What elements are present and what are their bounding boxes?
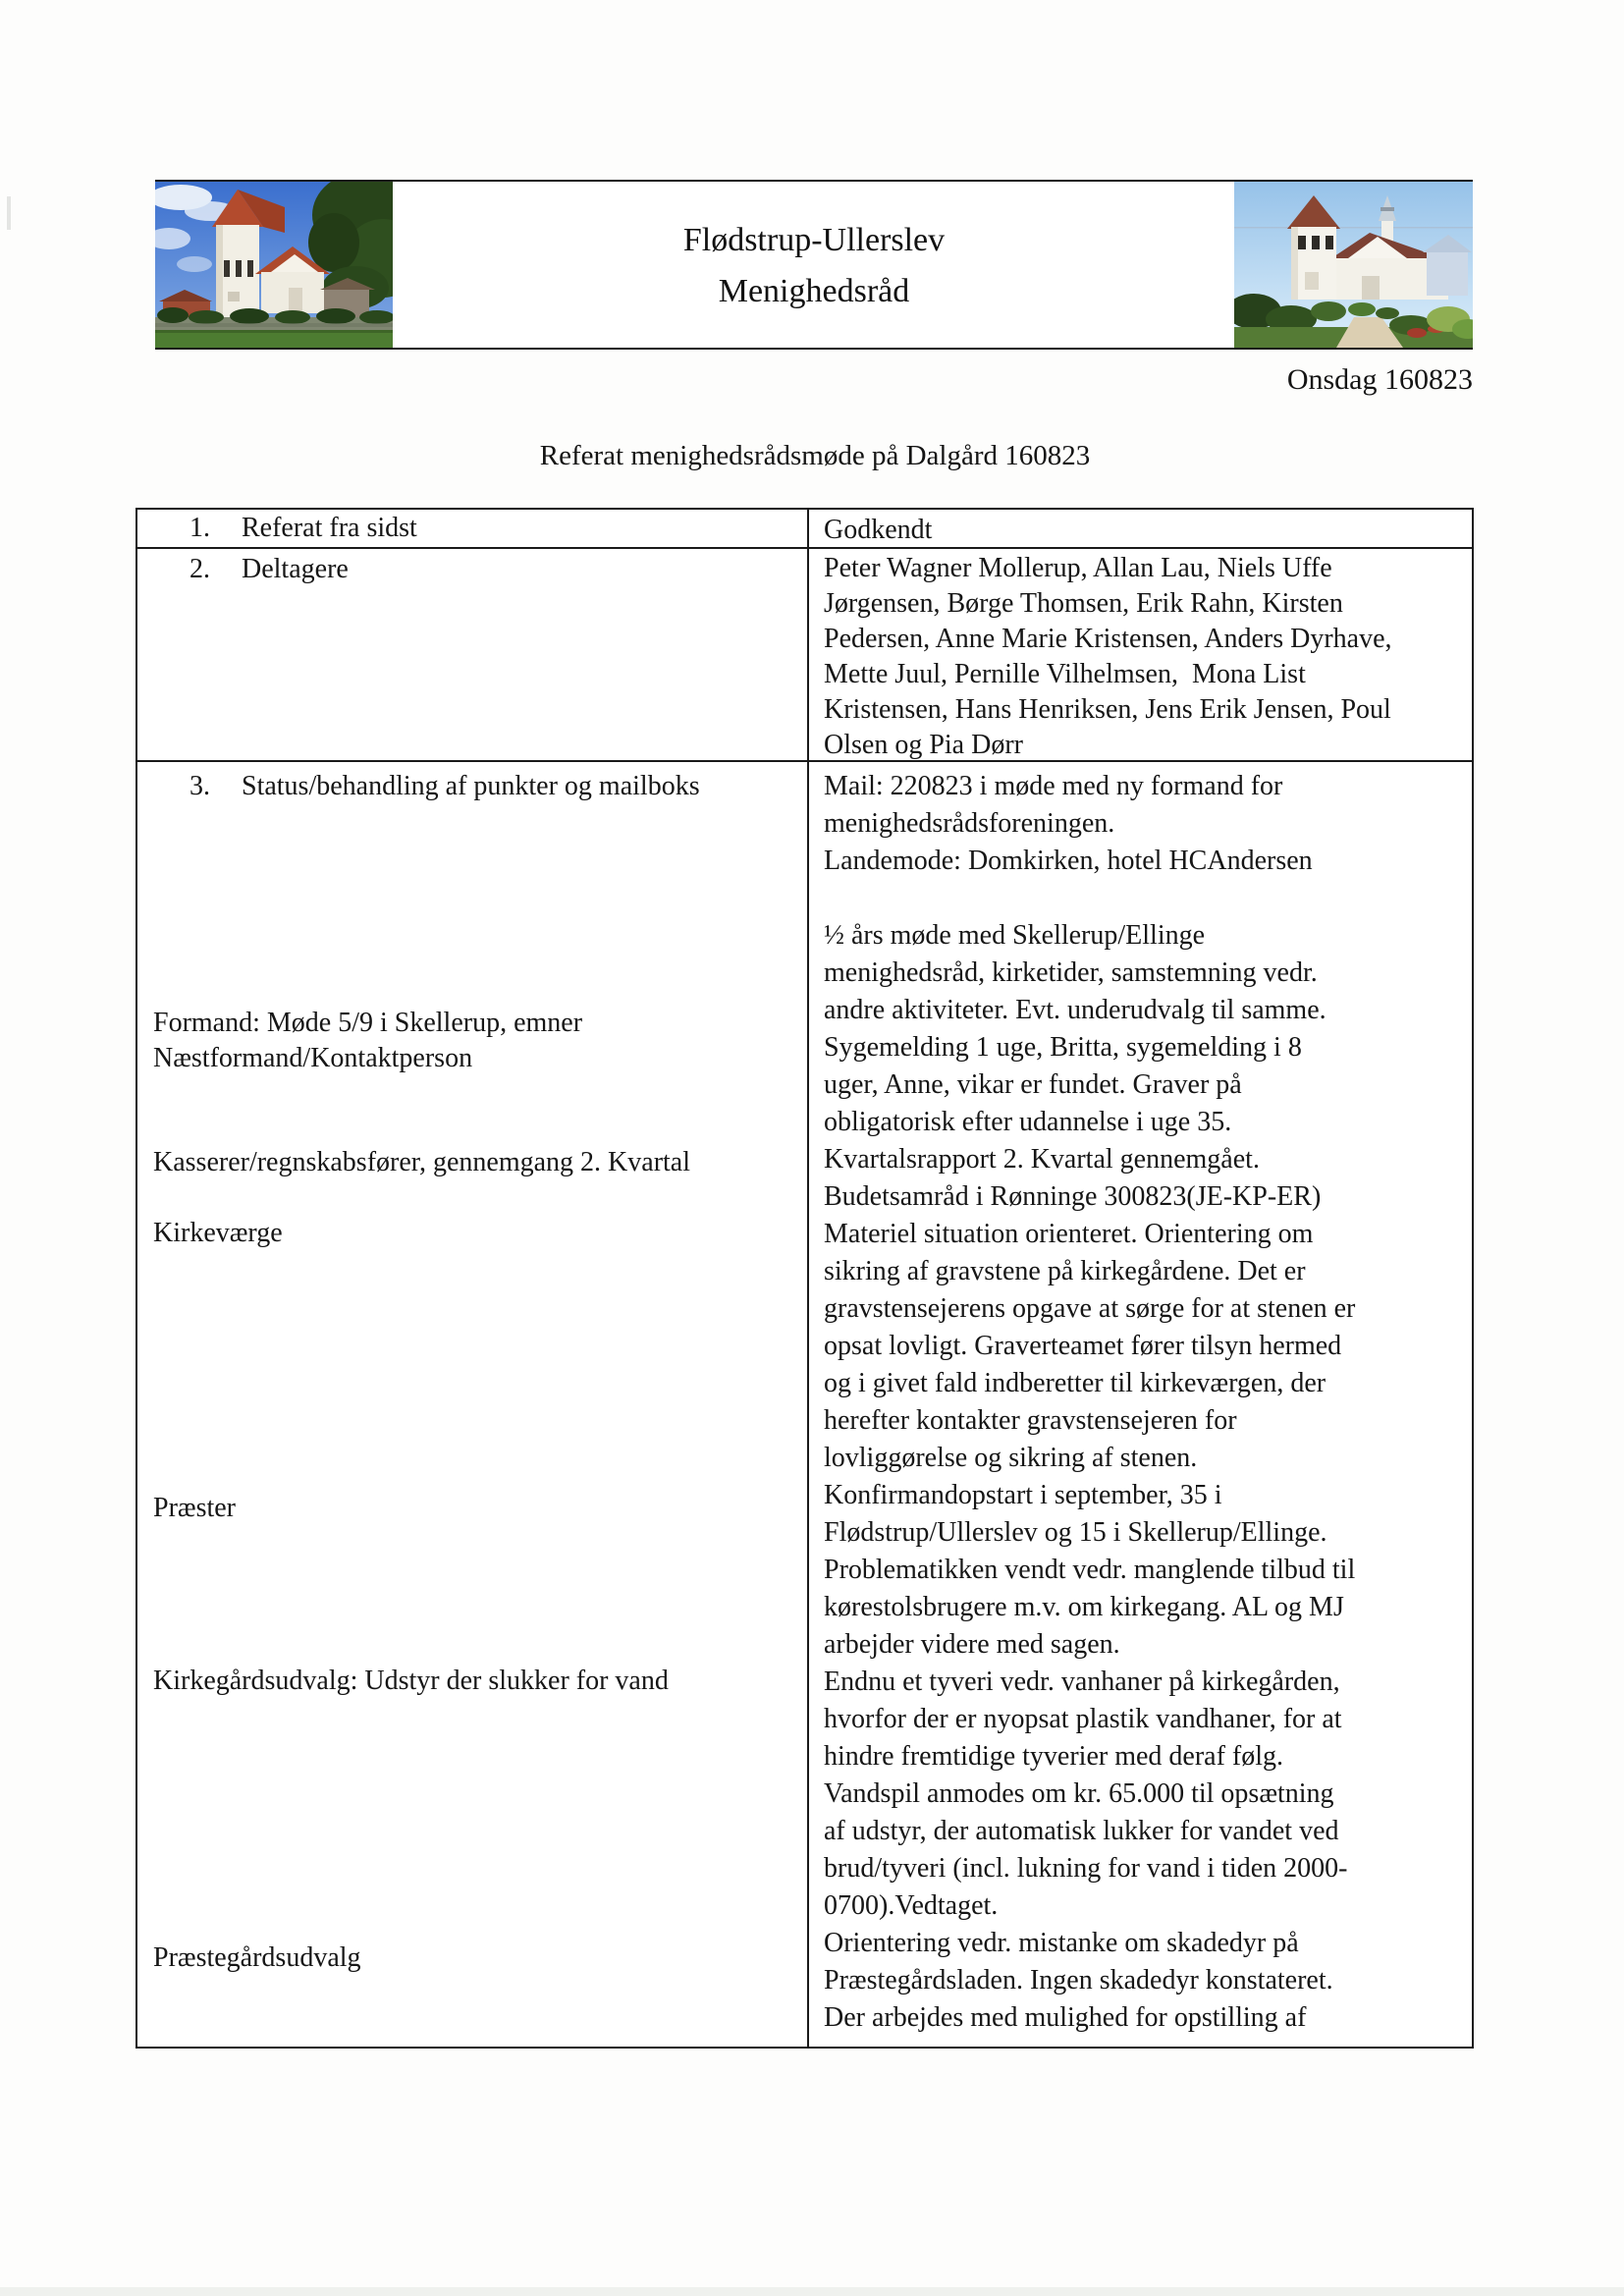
minutes-line: opsat lovligt. Graverteamet fører tilsyn hermed (824, 1331, 1342, 1361)
minutes-line: Mail: 220823 i møde med ny formand for (824, 771, 1283, 801)
minutes-line: Orientering vedr. mistanke om skadedyr på (824, 1928, 1299, 1958)
minutes-line: sikring af gravstene på kirkegårdene. Det er (824, 1256, 1306, 1286)
minutes-line: herefter kontakter gravstensejeren for (824, 1405, 1237, 1436)
minutes-line: Flødstrup/Ullerslev og 15 i Skellerup/Ellinge. (824, 1517, 1327, 1548)
agenda-label: Kirkegårdsudvalg: Udstyr der slukker for vand (153, 1666, 669, 1696)
minutes-line: menighedsrådsforeningen. (824, 808, 1115, 839)
content-cell (807, 762, 1472, 2047)
table-row-status-behandling (137, 762, 1472, 2047)
minutes-line: Kvartalsrapport 2. Kvartal gennemgået. (824, 1144, 1260, 1175)
doc-title: Referat menighedsrådsmøde på Dalgård 160823 (539, 440, 1091, 471)
minutes-line: andre aktiviteter. Evt. underudvalg til samme. (824, 995, 1326, 1025)
minutes-line: Materiel situation orienteret. Orientering om (824, 1219, 1314, 1249)
minutes-line: Problematikken vendt vedr. manglende tilbud til (824, 1555, 1356, 1585)
row-number: 1. (189, 513, 210, 543)
minutes-line: Der arbejdes med mulighed for opstilling af (824, 2002, 1307, 2033)
org-title (450, 215, 1178, 317)
scan-artifact-bottom-edge (0, 2287, 1624, 2296)
participants-line: Peter Wagner Mollerup, Allan Lau, Niels Uffe (824, 553, 1332, 583)
row-topic: Deltagere (242, 554, 349, 584)
minutes-line: kørestolsbrugere m.v. om kirkegang. AL og MJ (824, 1592, 1344, 1622)
minutes-line: ½ års møde med Skellerup/Ellinge (824, 920, 1206, 951)
participants-line: Kristensen, Hans Henriksen, Jens Erik Jensen, Poul (824, 694, 1391, 725)
minutes-line: af udstyr, der automatisk lukker for vandet ved (824, 1816, 1339, 1846)
org-title-line2: Menighedsråd (718, 273, 910, 309)
minutes-line: brud/tyveri (incl. lukning for vand i tiden 2000- (824, 1853, 1348, 1884)
agenda-label: Præster (153, 1493, 236, 1523)
minutes-line: Vandspil anmodes om kr. 65.000 til opsætning (824, 1778, 1334, 1809)
row-number: 2. (189, 554, 210, 584)
minutes-line: hvorfor der er nyopsat plastik vandhaner, for at (824, 1704, 1342, 1734)
minutes-table (135, 508, 1474, 2049)
participants-line: Mette Juul, Pernille Vilhelmsen, Mona List (824, 659, 1306, 689)
participants-list (809, 549, 1472, 763)
church-illustration-left (155, 182, 393, 348)
agenda-label: Kasserer/regnskabsfører, gennemgang 2. Kvartal (153, 1147, 690, 1177)
row-content: Godkendt (824, 515, 933, 545)
content-cell (807, 510, 1472, 547)
participants-line: Olsen og Pia Dørr (824, 730, 1023, 760)
minutes-line: Konfirmandopstart i september, 35 i (824, 1480, 1222, 1510)
minutes-line: menighedsråd, kirketider, samstemning vedr. (824, 957, 1318, 988)
content-cell (807, 549, 1472, 760)
topic-cell (137, 549, 807, 760)
agenda-label: Kirkeværge (153, 1218, 283, 1248)
row-number: 3. (189, 771, 210, 801)
church-illustration-right (1234, 182, 1473, 348)
minutes-line: obligatorisk efter udannelse i uge 35. (824, 1107, 1232, 1137)
minutes-line: uger, Anne, vikar er fundet. Graver på (824, 1069, 1242, 1100)
agenda-label: Formand: Møde 5/9 i Skellerup, emner (153, 1008, 583, 1038)
org-title-line1: Flødstrup-Ullerslev (682, 222, 946, 258)
table-row-deltagere (137, 549, 1472, 762)
row-topic: Referat fra sidst (242, 513, 417, 543)
minutes-line: arbejder videre med sagen. (824, 1629, 1120, 1660)
date-line: Onsdag 160823 (1286, 363, 1473, 396)
minutes-line: Endnu et tyveri vedr. vanhaner på kirkegården, (824, 1667, 1340, 1697)
minutes-line: Præstegårdsladen. Ingen skadedyr konstateret. (824, 1965, 1333, 1995)
scan-artifact-speck (7, 196, 11, 230)
minutes-line: Sygemelding 1 uge, Britta, sygemelding i 8 (824, 1032, 1302, 1063)
table-row-referat-fra-sidst (137, 510, 1472, 549)
agenda-label: Næstformand/Kontaktperson (153, 1043, 473, 1073)
church-photo-right (1234, 182, 1473, 348)
agenda-label: Præstegårdsudvalg (153, 1942, 361, 1973)
row-topic: Status/behandling af punkter og mailboks (242, 771, 700, 801)
minutes-line: hindre fremtidige tyverier med deraf følg. (824, 1741, 1284, 1772)
minutes-line: lovliggørelse og sikring af stenen. (824, 1443, 1198, 1473)
minutes-line (824, 880, 1464, 917)
participants-line: Pedersen, Anne Marie Kristensen, Anders Dyrhave, (824, 624, 1392, 654)
minutes-line: gravstensejerens opgave at sørge for at stenen er (824, 1293, 1356, 1324)
minutes-line: Landemode: Domkirken, hotel HCAndersen (824, 846, 1313, 876)
header-band (155, 180, 1473, 350)
church-photo-left (155, 182, 393, 348)
participants-line: Jørgensen, Børge Thomsen, Erik Rahn, Kirsten (824, 588, 1343, 619)
topic-cell (137, 762, 807, 2047)
minutes-lines (809, 762, 1472, 2037)
minutes-line: og i givet fald indberetter til kirkeværgen, der (824, 1368, 1326, 1398)
minutes-line: 0700).Vedtaget. (824, 1890, 999, 1921)
topic-cell (137, 510, 807, 547)
minutes-line: Budetsamråd i Rønninge 300823(JE-KP-ER) (824, 1181, 1322, 1212)
